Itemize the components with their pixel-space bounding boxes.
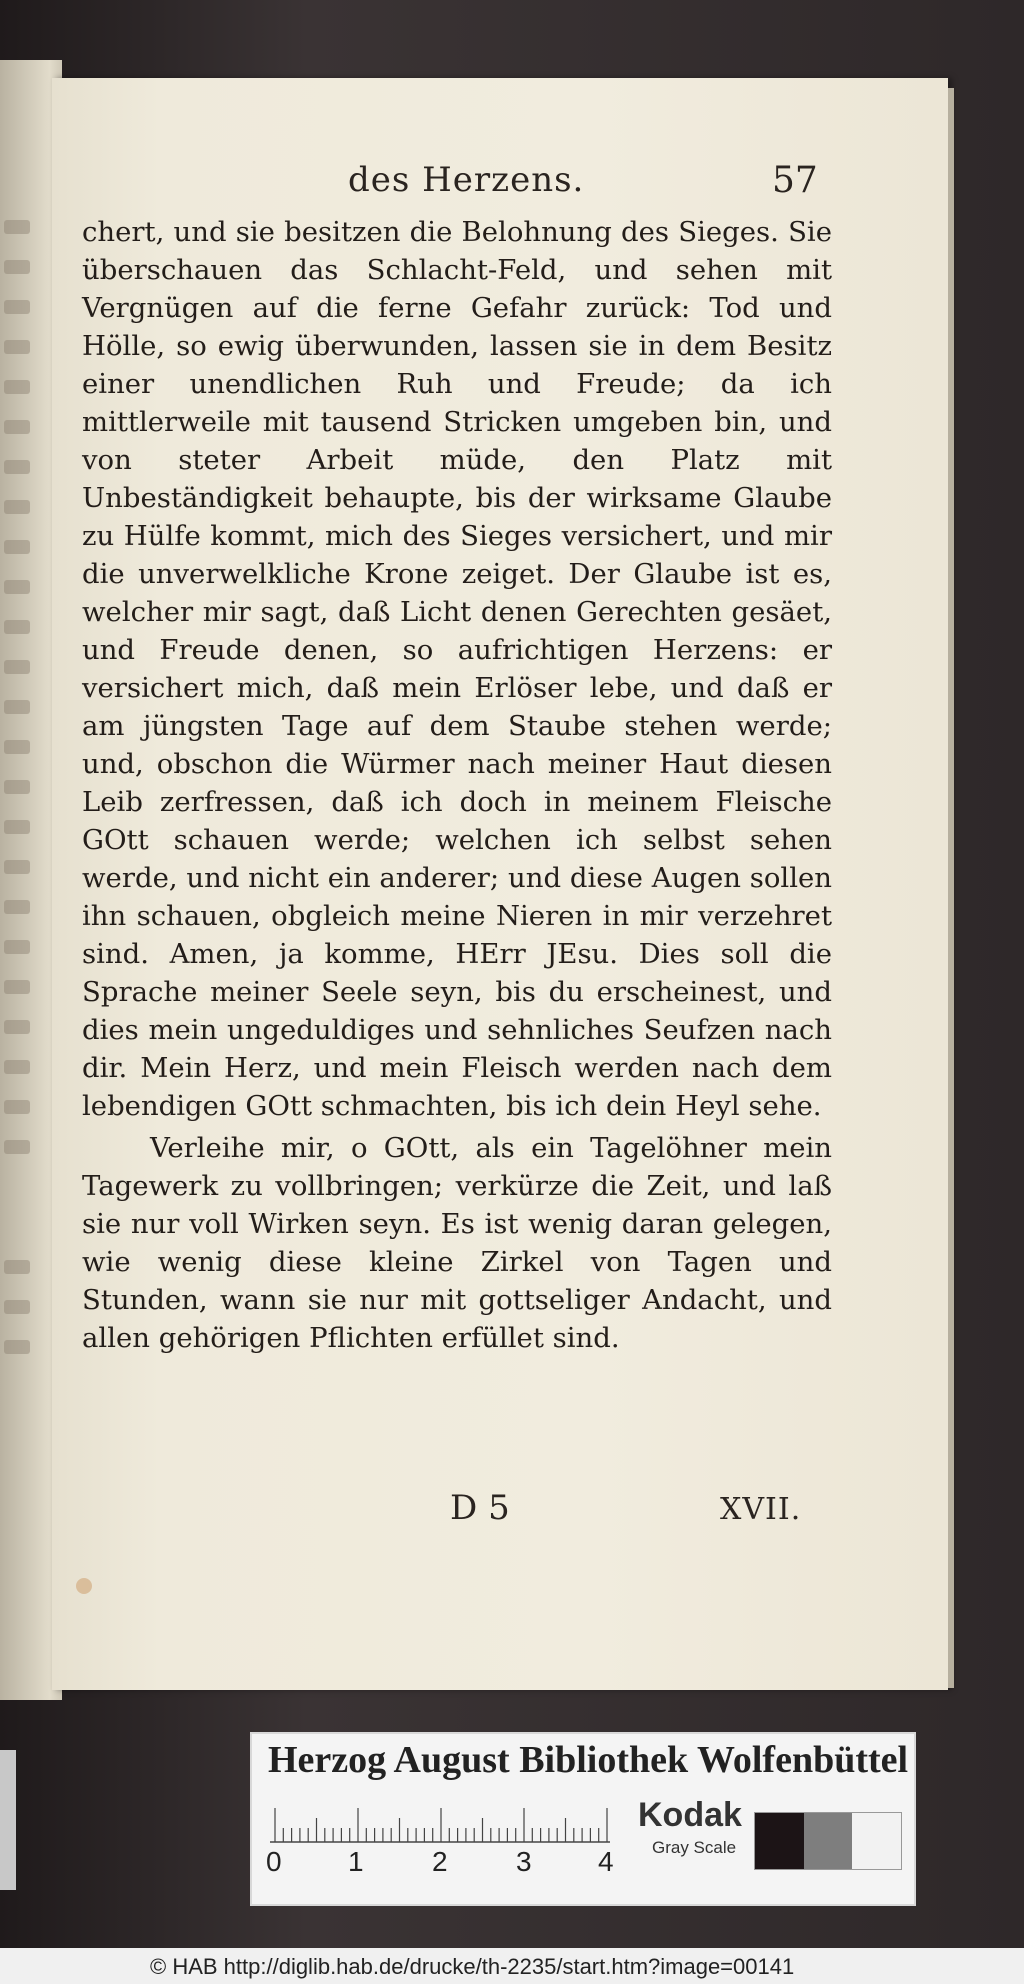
footer-bar bbox=[0, 1948, 1024, 1984]
ruler-number: 1 bbox=[348, 1846, 364, 1877]
swatch-mid bbox=[804, 1813, 853, 1869]
signature-mark: D 5 bbox=[450, 1488, 510, 1528]
swatch-light bbox=[852, 1813, 901, 1869]
book-page bbox=[52, 78, 948, 1690]
paper-stain bbox=[76, 1578, 92, 1594]
running-head: des Herzens. bbox=[348, 160, 585, 200]
catchword: XVII. bbox=[720, 1492, 802, 1527]
gray-scale-label: Gray Scale bbox=[652, 1838, 737, 1857]
scanner-edge-tab bbox=[0, 1750, 16, 1890]
kodak-logo: Kodak bbox=[638, 1796, 742, 1834]
page-body bbox=[82, 213, 832, 1357]
ruler-number: 0 bbox=[266, 1846, 282, 1877]
library-name: Herzog August Bibliothek Wolfenbüttel bbox=[268, 1739, 909, 1781]
paragraph-1: chert, und sie besitzen die Belohnung des Sieges. Sie überschauen das Schlacht-Feld, und sehen mit Vergnügen auf die ferne Gefahr zurück: Tod und Hölle, so ewig überwunden, lassen sie in dem Besitz einer unendlichen Ruh und Freude; da ich mittlerweile mit tausend Stricken umgeben bin, und von steter Arbeit müde, den Platz mit Unbeständigkeit behaupte, bis der wirksame Glaube zu Hülfe kommt, mich des Sieges versichert, und mir die unverwelkliche Krone zeiget. Der Glaube ist es, welcher mir sagt, daß Licht denen Gerechten gesäet, und Freude denen, so aufrichtigen Herzens: er versichert mich, daß mein Erlöser lebe, und daß er am jüngsten Tage auf dem Staube stehen werde; und, obschon die Würmer nach meiner Haut diesen Leib zerfressen, daß ich doch in meinem Fleische GOtt schauen werde; welchen ich selbst sehen werde, und nicht ein anderer; und diese Augen sollen ihn schauen, obgleich meine Nieren in mir verzehret sind. Amen, ja komme, HErr JEsu. Dies soll die Sprache meiner Seele seyn, bis du erscheinest, und dies mein ungeduldiges und sehnliches Seufzen nach dir. Mein Herz, und mein Fleisch werden nach dem lebendigen GOtt schmachten, bis ich dein Heyl sehe. bbox=[82, 216, 832, 1122]
gray-swatches bbox=[754, 1812, 902, 1870]
swatch-dark bbox=[755, 1813, 804, 1869]
color-calibration-label bbox=[250, 1732, 916, 1906]
footer-credit: © HAB http://diglib.hab.de/drucke/th-2235/start.htm?image=00141 bbox=[150, 1954, 795, 1979]
paragraph-2: Verleihe mir, o GOtt, als ein Tagelöhner mein Tagewerk zu vollbringen; verkürze die Zeit, und laß sie nur voll Wirken seyn. Es ist wenig daran gelegen, wie wenig diese kleine Zirkel von Tagen und Stunden, wann sie nur mit gottseliger Andacht, und allen gehörigen Pflichten erfüllet sind. bbox=[82, 1132, 832, 1354]
ruler-number: 4 bbox=[598, 1846, 614, 1877]
ruler-number: 3 bbox=[516, 1846, 532, 1877]
scale-ruler bbox=[270, 1802, 610, 1844]
ruler-numbers bbox=[266, 1846, 626, 1878]
ruler-number: 2 bbox=[432, 1846, 448, 1877]
page-number: 57 bbox=[772, 160, 818, 201]
